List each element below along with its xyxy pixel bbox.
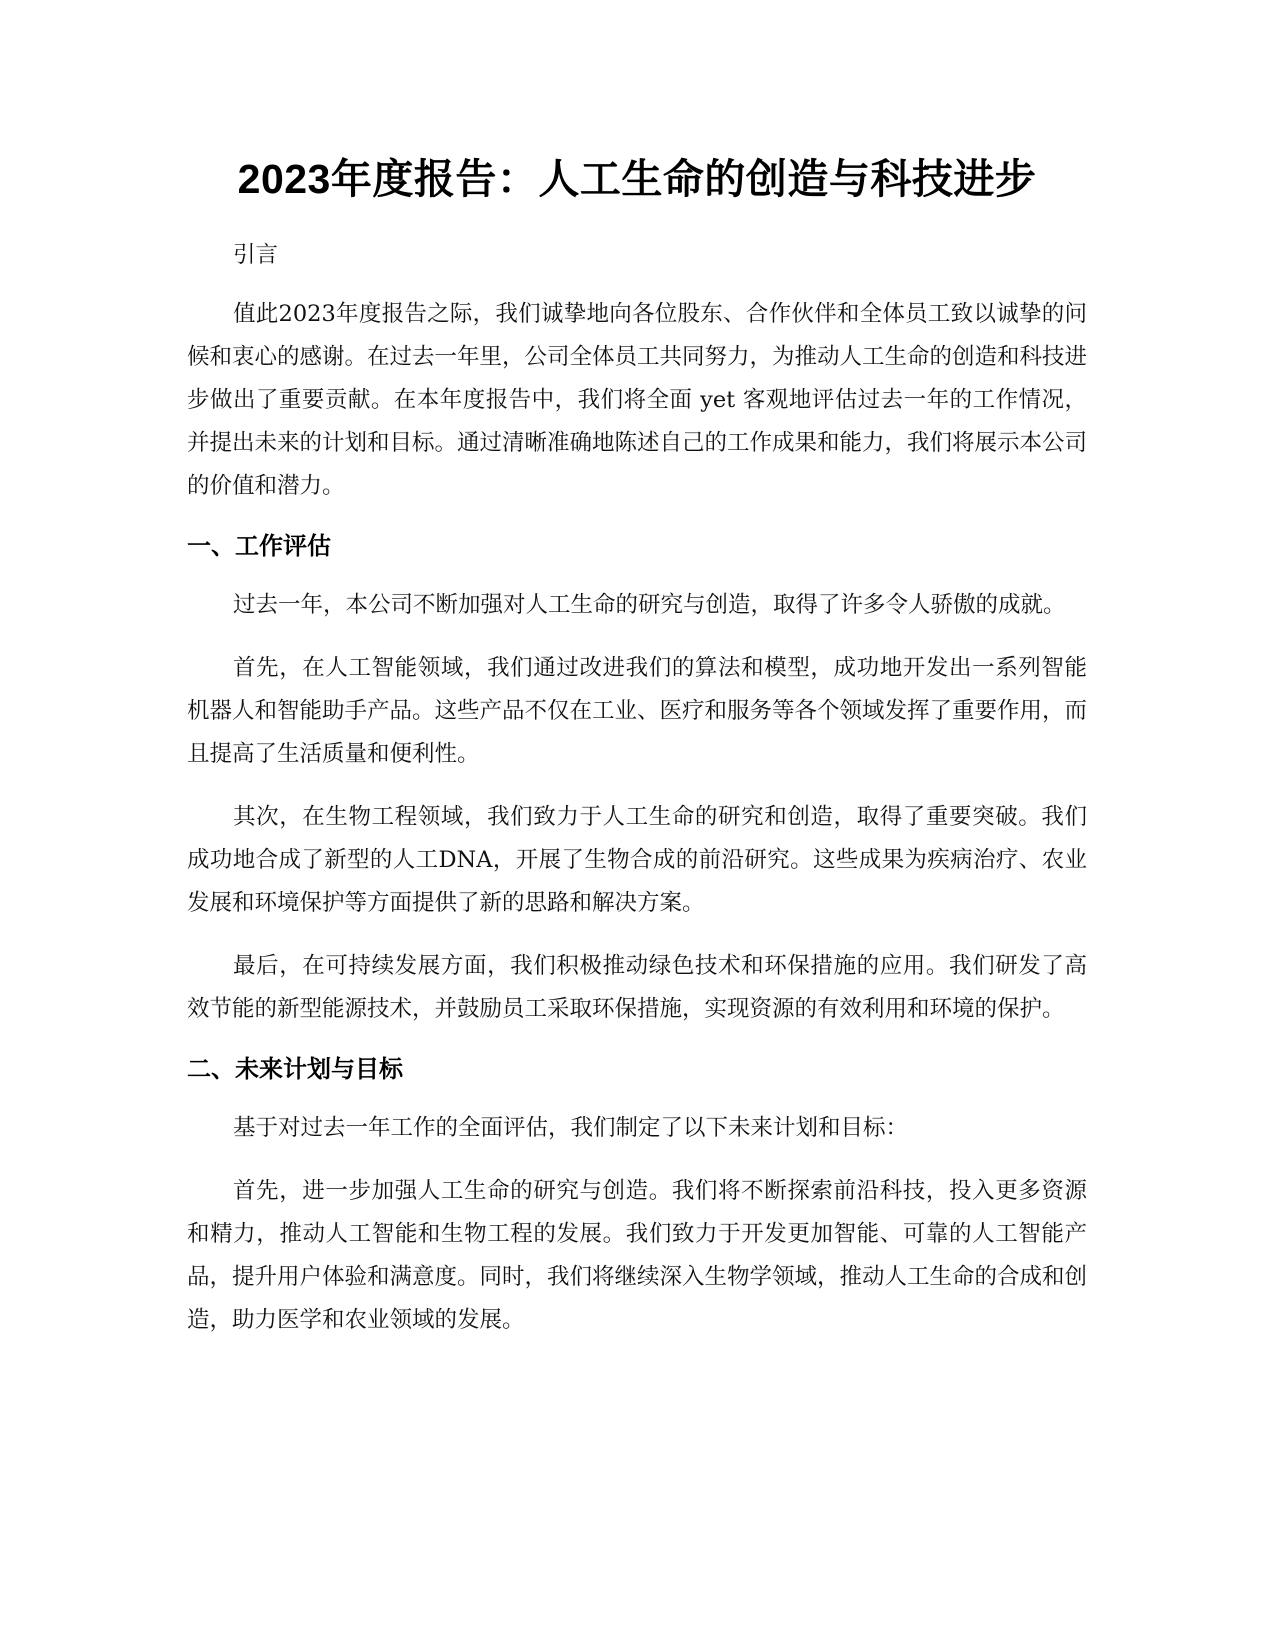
document-body bbox=[187, 150, 1087, 1342]
document-title: 2023年度报告：人工生命的创造与科技进步 bbox=[237, 156, 1037, 202]
section1-paragraph: 其次，在生物工程领域，我们致力于人工生命的研究和创造，取得了重要突破。我们成功地合成了新型的人工DNA，开展了生物合成的前沿研究。这些成果为疾病治疗、农业发展和环境保护等方面提供了新的思路和解决方案。 bbox=[187, 804, 1087, 916]
section-heading-future-plans: 二、未来计划与目标 bbox=[187, 1055, 403, 1083]
section1-paragraph: 最后，在可持续发展方面，我们积极推动绿色技术和环保措施的应用。我们研发了高效节能的新型能源技术，并鼓励员工采取环保措施，实现资源的有效利用和环境的保护。 bbox=[187, 953, 1087, 1022]
section-heading-work-evaluation: 一、工作评估 bbox=[187, 532, 331, 560]
section1-paragraph: 过去一年，本公司不断加强对人工生命的研究与创造，取得了许多令人骄傲的成就。 bbox=[233, 592, 1066, 618]
intro-paragraph: 值此2023年度报告之际，我们诚挚地向各位股东、合作伙伴和全体员工致以诚挚的问候和衷心的感谢。在过去一年里，公司全体员工共同努力，为推动人工生命的创造和科技进步做出了重要贡献。在本年度报告中，我们将全面 yet 客观地评估过去一年的工作情况，并提出未来的计划和目标。通过清晰准确地陈述自己的工作成果和能力，我们将展示本公司的价值和潜力。 bbox=[187, 301, 1088, 499]
section2-paragraph: 基于对过去一年工作的全面评估，我们制定了以下未来计划和目标： bbox=[233, 1115, 909, 1141]
intro-label: 引言 bbox=[233, 242, 279, 268]
section2-paragraph: 首先，进一步加强人工生命的研究与创造。我们将不断探索前沿科技，投入更多资源和精力，推动人工智能和生物工程的发展。我们致力于开发更加智能、可靠的人工智能产品，提升用户体验和满意度。同时，我们将继续深入生物学领域，推动人工生命的合成和创造，助力医学和农业领域的发展。 bbox=[187, 1178, 1088, 1333]
section1-paragraph: 首先，在人工智能领域，我们通过改进我们的算法和模型，成功地开发出一系列智能机器人和智能助手产品。这些产品不仅在工业、医疗和服务等各个领域发挥了重要作用，而且提高了生活质量和便利性。 bbox=[187, 655, 1088, 767]
